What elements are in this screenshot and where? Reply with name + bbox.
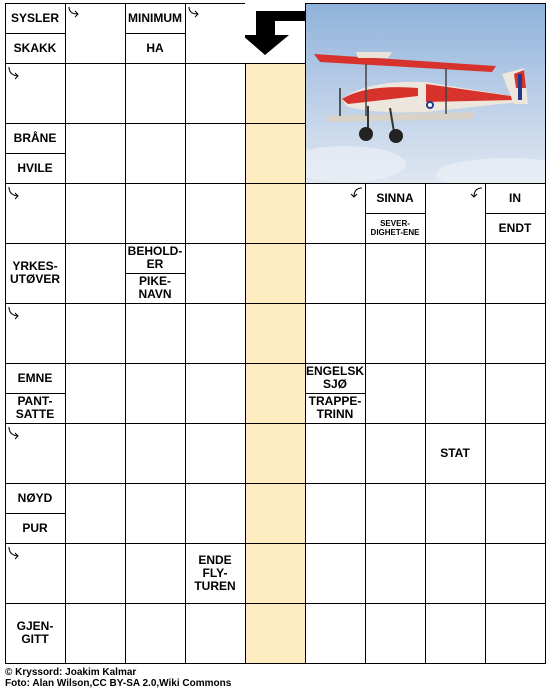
solution-column-arrow-icon bbox=[245, 3, 305, 63]
grid-cell[interactable] bbox=[125, 543, 186, 604]
grid-cell[interactable] bbox=[185, 423, 246, 484]
clue-text: BRÅNE bbox=[13, 130, 57, 145]
grid-cell[interactable] bbox=[365, 603, 426, 664]
biplane-image bbox=[306, 4, 546, 184]
grid-cell[interactable] bbox=[425, 363, 486, 424]
grid-cell[interactable] bbox=[125, 303, 186, 364]
grid-cell[interactable] bbox=[65, 183, 126, 244]
corner-arrow-icon bbox=[468, 185, 484, 201]
grid-cell[interactable] bbox=[245, 603, 306, 664]
grid-cell[interactable] bbox=[65, 63, 126, 124]
grid-cell[interactable] bbox=[245, 543, 306, 604]
clue-text: EMNE bbox=[17, 370, 53, 385]
clue-text: HA bbox=[146, 40, 164, 55]
grid-cell[interactable] bbox=[365, 543, 426, 604]
grid-cell[interactable] bbox=[125, 483, 186, 544]
grid-cell[interactable] bbox=[425, 483, 486, 544]
grid-cell[interactable] bbox=[305, 423, 366, 484]
grid-cell[interactable] bbox=[305, 603, 366, 664]
grid-cell[interactable] bbox=[485, 303, 546, 364]
grid-cell[interactable] bbox=[485, 543, 546, 604]
grid-cell[interactable] bbox=[245, 303, 306, 364]
corner-arrow-icon bbox=[6, 425, 22, 441]
grid-cell[interactable] bbox=[65, 123, 126, 184]
grid-cell[interactable] bbox=[125, 63, 186, 124]
grid-cell[interactable] bbox=[65, 483, 126, 544]
photo-credit: Foto: Alan Wilson,CC BY-SA 2.0,Wiki Commons bbox=[5, 678, 232, 689]
corner-arrow-icon bbox=[66, 5, 82, 21]
crossword-grid bbox=[5, 3, 545, 663]
grid-cell[interactable] bbox=[305, 483, 366, 544]
grid-cell[interactable] bbox=[185, 183, 246, 244]
clue-text: PUR bbox=[22, 520, 48, 535]
clue-text: PIKE-NAVN bbox=[138, 274, 172, 301]
crossword-credit: © Kryssord: Joakim Kalmar bbox=[5, 667, 137, 678]
grid-cell[interactable] bbox=[125, 183, 186, 244]
grid-cell[interactable] bbox=[125, 123, 186, 184]
grid-cell[interactable] bbox=[425, 603, 486, 664]
grid-cell[interactable] bbox=[425, 543, 486, 604]
clue-text: PANT-SATTE bbox=[15, 394, 55, 421]
grid-cell[interactable] bbox=[245, 63, 306, 124]
grid-cell[interactable] bbox=[185, 363, 246, 424]
biplane-photo bbox=[305, 3, 546, 184]
grid-cell[interactable] bbox=[485, 243, 546, 304]
grid-cell[interactable] bbox=[185, 243, 246, 304]
clue-text: NØYD bbox=[17, 490, 53, 505]
grid-cell[interactable] bbox=[185, 303, 246, 364]
grid-cell[interactable] bbox=[65, 243, 126, 304]
grid-cell[interactable] bbox=[125, 603, 186, 664]
grid-cell[interactable] bbox=[185, 603, 246, 664]
clue-text: YRKES-UTØVER bbox=[9, 259, 60, 286]
corner-arrow-icon bbox=[6, 65, 22, 81]
grid-cell[interactable] bbox=[125, 363, 186, 424]
grid-cell[interactable] bbox=[245, 423, 306, 484]
clue-text: SYSLER bbox=[10, 10, 59, 25]
grid-cell[interactable] bbox=[65, 303, 126, 364]
corner-arrow-icon bbox=[6, 185, 22, 201]
clue-text: SINNA bbox=[376, 190, 414, 205]
grid-cell[interactable] bbox=[485, 423, 546, 484]
grid-cell[interactable] bbox=[245, 363, 306, 424]
clue-text: HVILE bbox=[17, 160, 53, 175]
corner-arrow-icon bbox=[6, 305, 22, 321]
grid-cell[interactable] bbox=[185, 123, 246, 184]
grid-cell[interactable] bbox=[245, 123, 306, 184]
grid-cell[interactable] bbox=[365, 363, 426, 424]
clue-text: MINIMUM bbox=[128, 10, 182, 25]
grid-cell[interactable] bbox=[425, 303, 486, 364]
grid-cell[interactable] bbox=[185, 483, 246, 544]
grid-cell[interactable] bbox=[305, 543, 366, 604]
clue-text: SKAKK bbox=[13, 40, 57, 55]
grid-cell[interactable] bbox=[305, 243, 366, 304]
grid-cell[interactable] bbox=[365, 303, 426, 364]
grid-cell[interactable] bbox=[485, 363, 546, 424]
corner-arrow-icon bbox=[348, 185, 364, 201]
grid-cell[interactable] bbox=[365, 483, 426, 544]
grid-cell[interactable] bbox=[65, 603, 126, 664]
grid-cell[interactable] bbox=[365, 423, 426, 484]
clue-text: STAT bbox=[440, 445, 470, 460]
grid-cell[interactable] bbox=[485, 603, 546, 664]
grid-cell[interactable] bbox=[245, 183, 306, 244]
grid-cell[interactable] bbox=[65, 423, 126, 484]
clue-text: ENDE FLY-TUREN bbox=[194, 552, 236, 593]
grid-cell[interactable] bbox=[125, 423, 186, 484]
grid-cell[interactable] bbox=[185, 63, 246, 124]
grid-cell[interactable] bbox=[245, 483, 306, 544]
clue-text: GJEN-GITT bbox=[16, 619, 54, 646]
clue-text: IN bbox=[509, 190, 521, 205]
grid-cell[interactable] bbox=[485, 483, 546, 544]
credits bbox=[5, 667, 231, 689]
clue-text: SEVER-DIGHET-ENE bbox=[370, 219, 420, 237]
corner-arrow-icon bbox=[6, 545, 22, 561]
grid-cell[interactable] bbox=[425, 243, 486, 304]
grid-cell[interactable] bbox=[65, 543, 126, 604]
corner-arrow-icon bbox=[186, 5, 202, 21]
grid-cell[interactable] bbox=[365, 243, 426, 304]
clue-text: ENGELSK SJØ bbox=[306, 364, 365, 391]
clue-text: BEHOLD-ER bbox=[127, 244, 183, 271]
clue-text: TRAPPE-TRINN bbox=[308, 394, 362, 421]
grid-cell[interactable] bbox=[65, 363, 126, 424]
grid-cell[interactable] bbox=[305, 303, 366, 364]
clue-text: ENDT bbox=[498, 220, 532, 235]
grid-cell[interactable] bbox=[245, 243, 306, 304]
